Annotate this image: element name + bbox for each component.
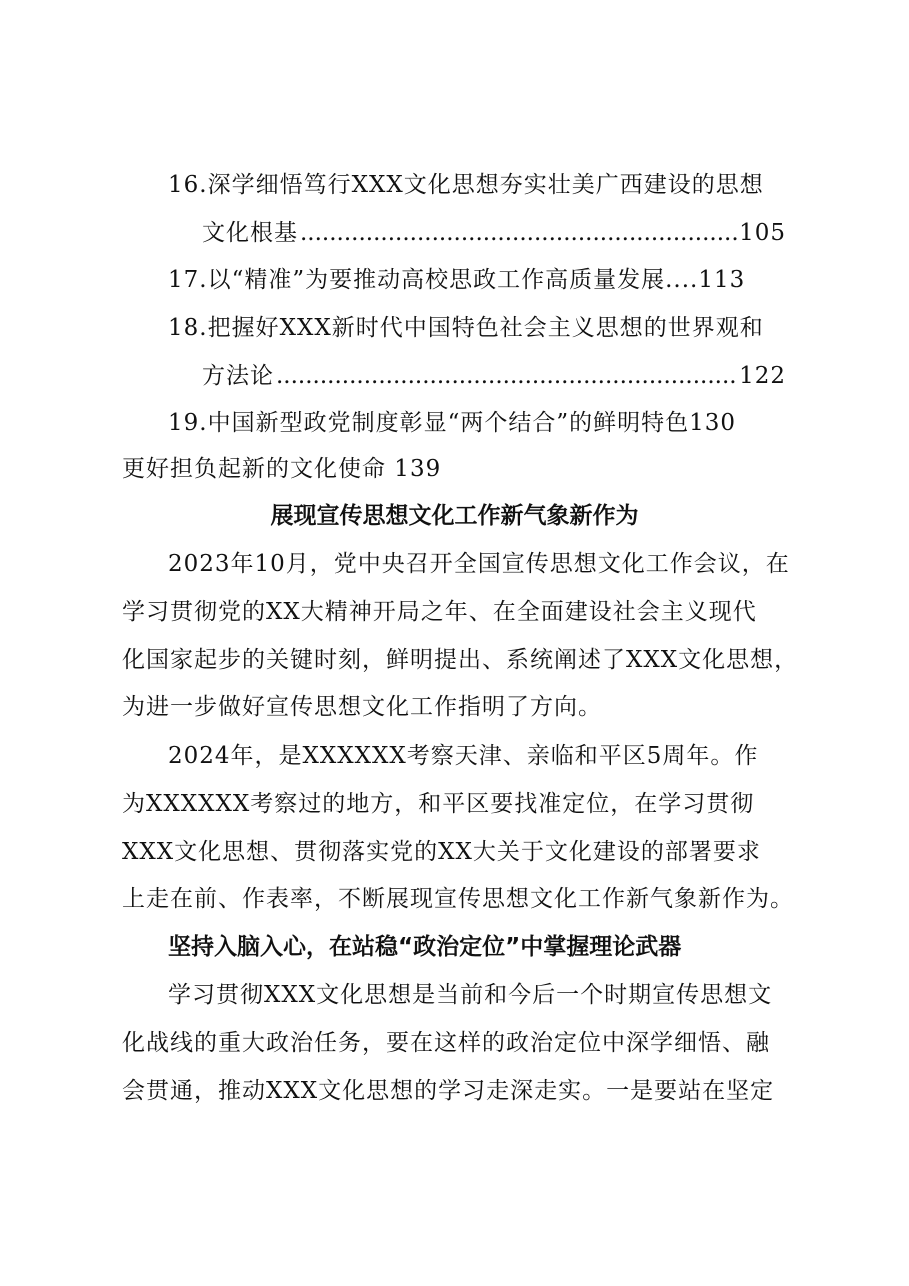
paragraph-2-line-3: XXX文化思想、贯彻落实党的XX大关于文化建设的部署要求	[122, 839, 761, 865]
paragraph-3-line-3: 会贯通，推动XXX文化思想的学习走深走实。一是要站在坚定	[122, 1078, 775, 1104]
paragraph-3-line-1: 学习贯彻XXX文化思想是当前和今后一个时期宣传思想文	[168, 982, 773, 1008]
toc-item-17-page: ....113	[665, 267, 746, 293]
paragraph-2-line-1: 2024年，是XXXXXX考察天津、亲临和平区5周年。作	[168, 743, 759, 769]
toc-item-17	[168, 265, 745, 295]
paragraph-1-line-4: 为进一步做好宣传思想文化工作指明了方向。	[122, 694, 602, 720]
toc-leader-dots	[300, 218, 737, 248]
toc-leader-dots	[276, 361, 737, 391]
paragraph-1-line-3: 化国家起步的关键时刻，鲜明提出、系统阐述了XXX文化思想，	[122, 647, 799, 673]
toc-item-17-text: 17.以“精准”为要推动高校思政工作高质量发展	[168, 267, 666, 293]
paragraph-2-line-4: 上走在前、作表率，不断展现宣传思想文化工作新气象新作为。	[122, 886, 794, 912]
toc-item-18-line2	[202, 361, 786, 391]
toc-item-19: 19.中国新型政党制度彰显“两个结合”的鲜明特色130	[168, 410, 736, 436]
paragraph-3-line-2: 化战线的重大政治任务，要在这样的政治定位中深学细悟、融	[122, 1030, 770, 1056]
toc-item-18-line1: 18.把握好XXX新时代中国特色社会主义思想的世界观和	[168, 315, 764, 341]
paragraph-2-line-2: 为XXXXXX考察过的地方，和平区要找准定位，在学习贯彻	[122, 791, 755, 817]
toc-item-16-line1: 16.深学细悟笃行XXX文化思想夯实壮美广西建设的思想	[168, 172, 764, 198]
paragraph-1-line-1: 2023年10月，党中央召开全国宣传思想文化工作会议，在	[168, 551, 790, 577]
toc-item-18-page: 122	[739, 363, 786, 389]
paragraph-1-line-2: 学习贯彻党的XX大精神开局之年、在全面建设社会主义现代	[122, 599, 757, 625]
toc-item-16-page: 105	[739, 220, 786, 246]
article-title: 展现宣传思想文化工作新气象新作为	[270, 503, 639, 529]
toc-item-16-text: 文化根基	[202, 220, 298, 246]
toc-item-18-text: 方法论	[202, 363, 274, 389]
toc-item-20: 更好担负起新的文化使命 139	[122, 456, 442, 482]
section-title-1: 坚持入脑入心，在站稳“政治定位”中掌握理论武器	[168, 934, 682, 960]
toc-item-16-line2	[202, 218, 786, 248]
